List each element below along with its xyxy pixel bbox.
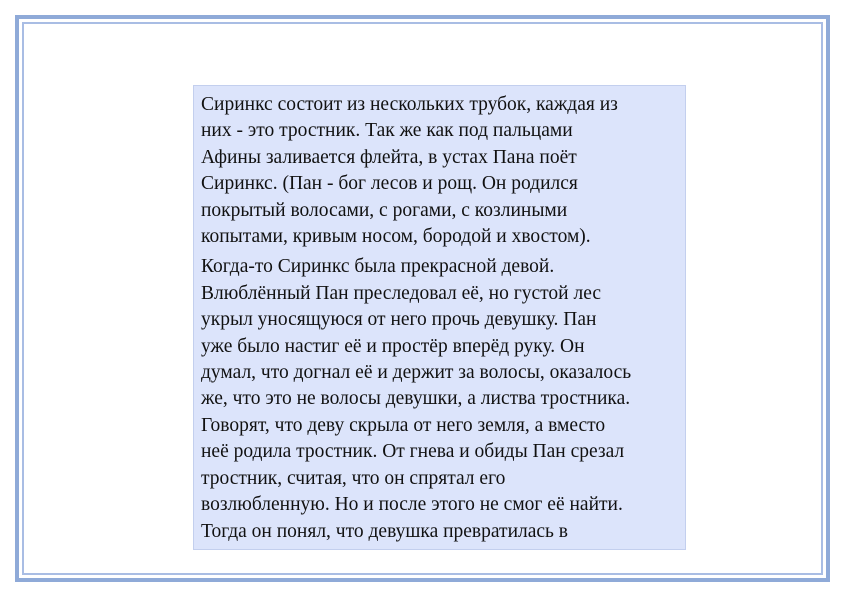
paragraph-syrinx-description: Сиринкс состоит из нескольких трубок, каждая из них - это тростник. Так же как под пальцами Афины заливается флейта, в устах Пана поёт Сиринкс. (Пан - бог лесов и рощ. Он родился покрытый волосами, с рогами, с козлиными копытами, кривым носом, бородой и хвостом).	[201, 94, 618, 248]
paragraph-syrinx-legend: Когда-то Сиринкс была прекрасной девой. Влюблённый Пан преследовал её, но густой лес укрыл уносящуюся от него прочь девушку. Пан уже было настиг её и простёр вперёд руку. Он думал, что догнал её и держит за волосы, оказалось же, что это не волосы девушки, а листва тростника. Говорят, что деву скрыла от него земля, а вместо неё родила тростник. От гнева и обиды Пан срезал тростник, считая, что он спрятал его возлюбленную. Но и после этого не смог её найти. Тогда он понял, что девушка превратилась в	[201, 256, 632, 542]
text-box	[193, 85, 686, 550]
